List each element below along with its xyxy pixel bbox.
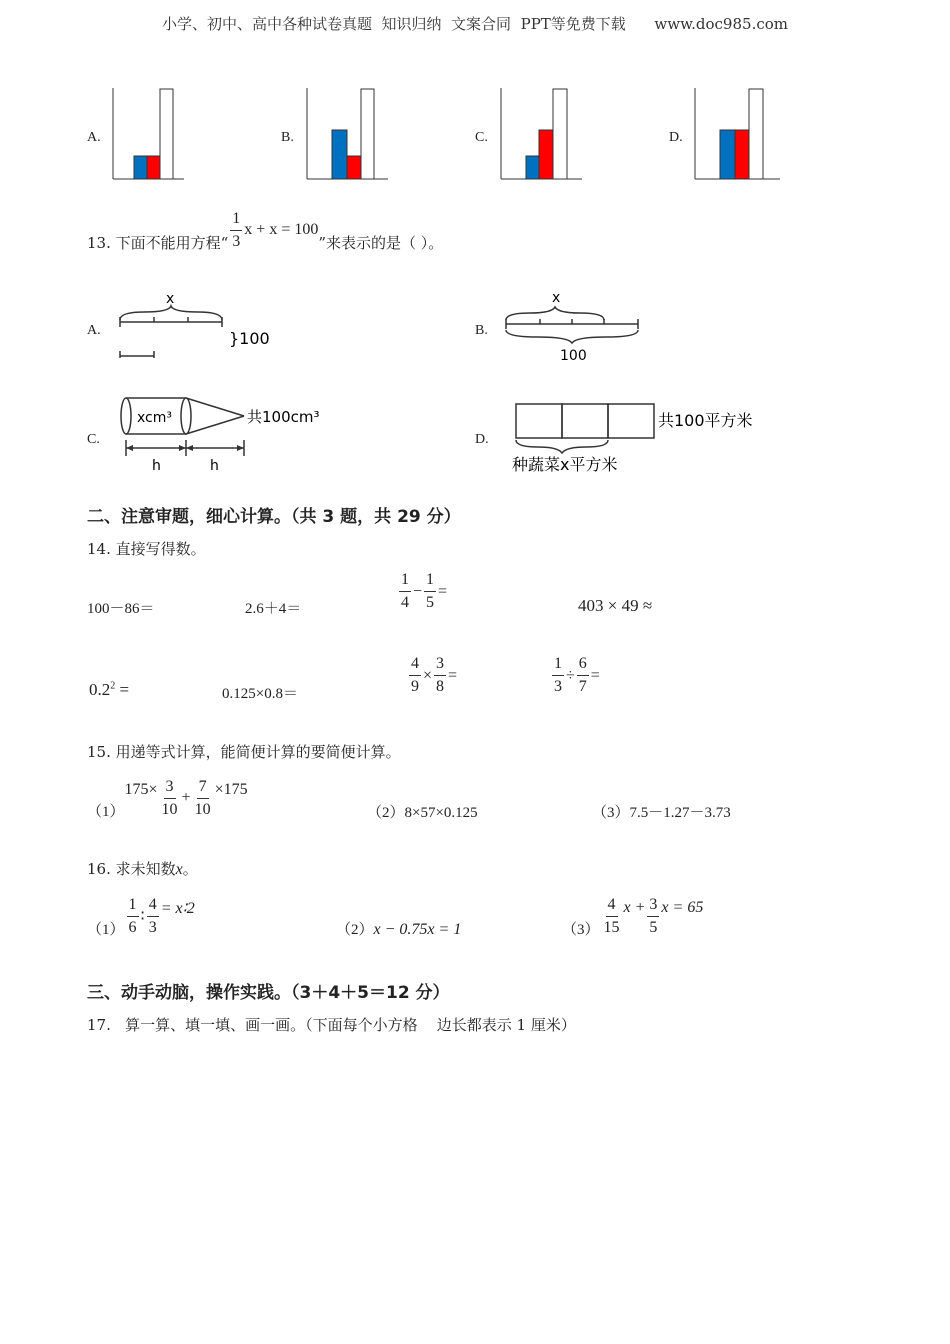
q13-b-total-label: 100: [560, 348, 587, 364]
q14-e-eq: =: [115, 680, 130, 699]
q12-option-d-label: D.: [669, 130, 683, 145]
q14-title: 14. 直接写得数。: [87, 540, 206, 558]
q12-chart-d: [690, 84, 785, 182]
q13-option-c-label: C.: [87, 432, 100, 447]
q16-p2-label: （2）: [336, 922, 374, 938]
q14-c-num2: 1: [424, 572, 436, 592]
q13-option-d-label: D.: [475, 432, 489, 447]
q14-item-e: [89, 680, 129, 700]
q13-d-veg-label: 种蔬菜x平方米: [512, 455, 618, 474]
q12-d-blue-bar: [720, 130, 735, 179]
q12-b-white-bar: [361, 89, 374, 179]
q13-a-x-label: x: [166, 291, 175, 307]
q12-option-b-label: B.: [281, 130, 294, 145]
q16-p3-den1: 15: [603, 918, 620, 936]
q13-b-x-label: x: [552, 290, 561, 306]
q16-p3-label: （3）: [562, 921, 600, 938]
q15-p1-op: +: [181, 789, 191, 806]
q14-item-d: 403 × 49 ≈: [578, 596, 653, 615]
q15-part-1: [87, 774, 248, 822]
page-header: 小学、初中、高中各种试卷真题 知识归纳 文案合同 PPT等免费下载 www.doc985.com: [161, 15, 788, 33]
q16-p3-den2: 5: [649, 918, 658, 936]
q14-item-a: 100－86＝: [87, 601, 155, 617]
q13-suffix: ”来表示的是（ ）。: [318, 233, 444, 252]
q12-d-white-bar: [749, 89, 763, 179]
q14-c-num1: 1: [399, 572, 411, 592]
q15-part-3: （3）7.5－1.27－3.73: [592, 805, 731, 821]
q13-option-b-label: B.: [475, 323, 488, 338]
q14-c-den2: 5: [426, 594, 435, 611]
q15-p1-b: ×175: [214, 781, 248, 798]
q13-equation-fraction: [230, 211, 242, 250]
q13-a-total-label: }100: [229, 329, 270, 348]
q13-eq-num: 1: [230, 211, 242, 231]
q13-eq-den: 3: [232, 232, 241, 250]
q12-option-a-label: A.: [87, 130, 101, 145]
q14-h-num2: 6: [577, 656, 589, 676]
q14-g-op: ×: [423, 666, 433, 684]
q14-item-f: 0.125×0.8＝: [222, 686, 298, 702]
q14-g-num1: 4: [409, 656, 421, 676]
q12-d-red-bar: [735, 130, 749, 179]
q13-diagram-c: [114, 392, 334, 477]
q13-c-h2-label: h: [210, 458, 219, 474]
q14-h-num1: 1: [552, 656, 564, 676]
q12-b-red-bar: [347, 156, 361, 179]
q15-title: 15. 用递等式计算，能简便计算的要简便计算。: [87, 743, 401, 761]
q14-h-den1: 3: [554, 678, 562, 695]
q14-g-den1: 9: [411, 678, 419, 695]
q15-p1-label: （1）: [87, 803, 125, 820]
q16-p3-b: x = 65: [661, 899, 704, 916]
q12-a-red-bar: [147, 156, 160, 179]
q16-title-var: x: [175, 861, 183, 878]
q14-g-num2: 3: [434, 656, 446, 676]
q14-c-eq: =: [438, 582, 448, 600]
q15-p1-num2: 7: [197, 779, 209, 799]
q14-h-eq: =: [590, 666, 600, 684]
q16-p1-den2: 3: [148, 918, 157, 936]
q12-b-blue-bar: [332, 130, 347, 179]
q14-g-den2: 8: [436, 678, 445, 695]
q14-e-base: 0.2: [89, 680, 111, 699]
q16-p3-a: x +: [623, 899, 646, 916]
q16-p1-num2: 4: [147, 897, 159, 917]
q14-c-op: −: [413, 582, 423, 600]
q15-p1-den1: 10: [161, 800, 178, 818]
q16-p1-den1: 6: [128, 918, 137, 936]
q12-a-white-bar: [160, 89, 173, 179]
q14-item-c: [397, 572, 447, 611]
q16-title: [87, 858, 198, 879]
q12-chart-b: [302, 84, 392, 182]
q13-diagram-d: [510, 400, 770, 480]
q16-title-end: 。: [182, 860, 198, 878]
q16-p1-rest: = x∶2: [160, 900, 195, 917]
q13-d-total-label: 共100平方米: [658, 411, 753, 430]
q14-h-op: ÷: [566, 666, 575, 684]
q14-item-g: [407, 656, 457, 695]
section-3-heading: 三、动手动脑，操作实践。（3＋4＋5＝12 分）: [87, 983, 450, 1003]
q12-chart-c: [496, 84, 586, 182]
q12-c-blue-bar: [526, 156, 539, 179]
q13-c-total-label: 共100cm³: [247, 408, 320, 426]
q14-g-eq: =: [448, 666, 458, 684]
q12-c-red-bar: [539, 130, 553, 179]
section-2-heading: 二、注意审题，细心计算。（共 3 题，共 29 分）: [87, 507, 461, 527]
q14-item-h: [550, 656, 600, 695]
q12-c-white-bar: [553, 89, 567, 179]
q16-part-2: [336, 918, 461, 939]
q16-p1-num1: 1: [127, 897, 139, 917]
q13-question: [87, 200, 443, 260]
q13-option-a-label: A.: [87, 323, 101, 338]
q14-e-exponent: 2: [110, 680, 116, 692]
q14-c-den1: 4: [401, 594, 409, 611]
q16-p2-equation: x − 0.75x = 1: [373, 921, 462, 938]
q16-title-text: 16. 求未知数: [87, 860, 176, 878]
q13-diagram-a: [114, 286, 284, 366]
q13-c-h1-label: h: [152, 458, 161, 474]
q13-c-cylinder-label: xcm³: [137, 410, 172, 426]
q16-p1-label: （1）: [87, 921, 125, 938]
q16-p1-colon: ∶: [140, 908, 145, 925]
q16-part-1: [87, 892, 195, 940]
q15-p1-num1: 3: [164, 779, 176, 799]
q15-part-2: （2）8×57×0.125: [367, 805, 478, 821]
q16-p3-num2: 3: [647, 897, 659, 917]
q12-chart-a: [108, 84, 188, 182]
q13-diagram-b: [500, 286, 650, 371]
q16-part-3: [562, 892, 703, 940]
q13-prefix: 13. 下面不能用方程“: [87, 233, 229, 252]
q12-a-blue-bar: [134, 156, 147, 179]
q15-p1-den2: 10: [194, 800, 211, 818]
q15-p1-a: 175×: [124, 781, 158, 798]
q12-option-c-label: C.: [475, 130, 488, 145]
q17-title: 17. 算一算、填一填、画一画。（下面每个小方格 边长都表示 1 厘米）: [87, 1016, 576, 1034]
q14-item-b: 2.6＋4＝: [245, 601, 302, 617]
q13-equation-rest: x + x = 100: [244, 221, 319, 238]
q14-h-den2: 7: [578, 678, 587, 695]
q16-p3-num1: 4: [606, 897, 618, 917]
